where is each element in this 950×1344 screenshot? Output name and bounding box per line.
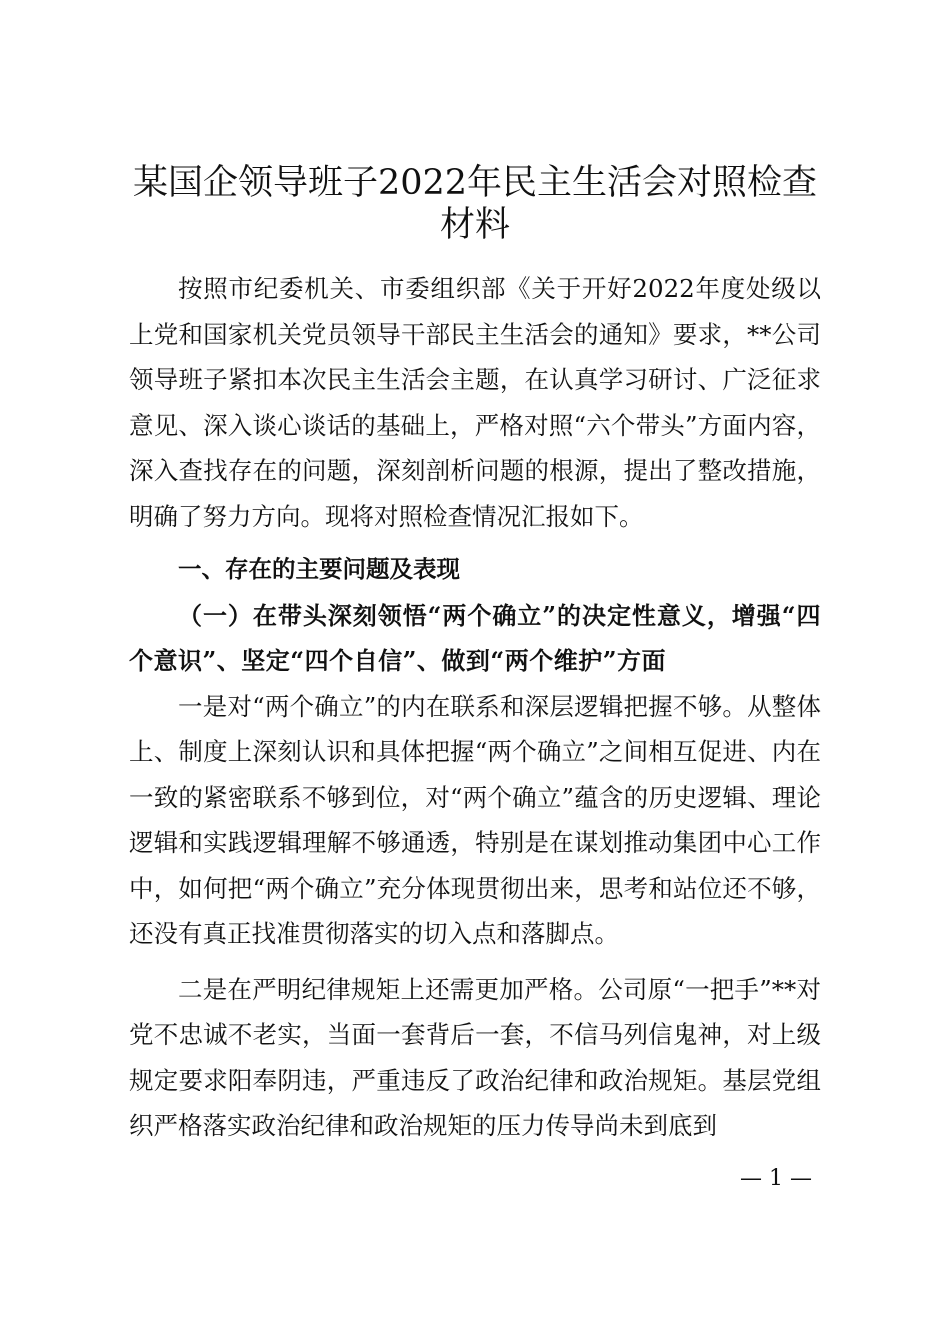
spacer xyxy=(129,957,821,967)
subsection-heading: （一）在带头深刻领悟“两个确立”的决定性意义，增强“四个意识”、坚定“四个自信”、做到“两个维护”方面 xyxy=(129,600,821,675)
section-heading: 一、存在的主要问题及表现 xyxy=(178,555,460,583)
point-paragraph-1: 一是对“两个确立”的内在联系和深层逻辑把握不够。从整体上、制度上深刻认识和具体把握“两个确立”之间相互促进、内在一致的紧密联系不够到位，对“两个确立”蕴含的历史逻辑、理论逻辑和实践逻辑理解不够通透，特别是在谋划推动集团中心工作中，如何把“两个确立”充分体现贯彻出来，思考和站位还不够，还没有真正找准贯彻落实的切入点和落脚点。 xyxy=(129,691,821,948)
document-body xyxy=(129,266,821,1149)
page-number: — 1 — xyxy=(740,1166,812,1191)
spacer xyxy=(129,539,821,547)
document-title: 某国企领导班子2022年民主生活会对照检查材料 xyxy=(132,163,818,245)
intro-paragraph: 按照市纪委机关、市委组织部《关于开好2022年度处级以上党和国家机关党员领导干部民主生活会的通知》要求，**公司领导班子紧扣本次民主生活会主题，在认真学习研讨、广泛征求意见、深入谈心谈话的基础上，严格对照“六个带头”方面内容，深入查找存在的问题，深刻剖析问题的根源，提出了整改措施，明确了努力方向。现将对照检查情况汇报如下。 xyxy=(129,274,821,531)
point-paragraph-2: 二是在严明纪律规矩上还需更加严格。公司原“一把手”**对党不忠诚不老实，当面一套背后一套，不信马列信鬼神，对上级规定要求阳奉阴违，严重违反了政治纪律和政治规矩。基层党组织严格落实政治纪律和政治规矩的压力传导尚未到底到 xyxy=(129,974,821,1140)
